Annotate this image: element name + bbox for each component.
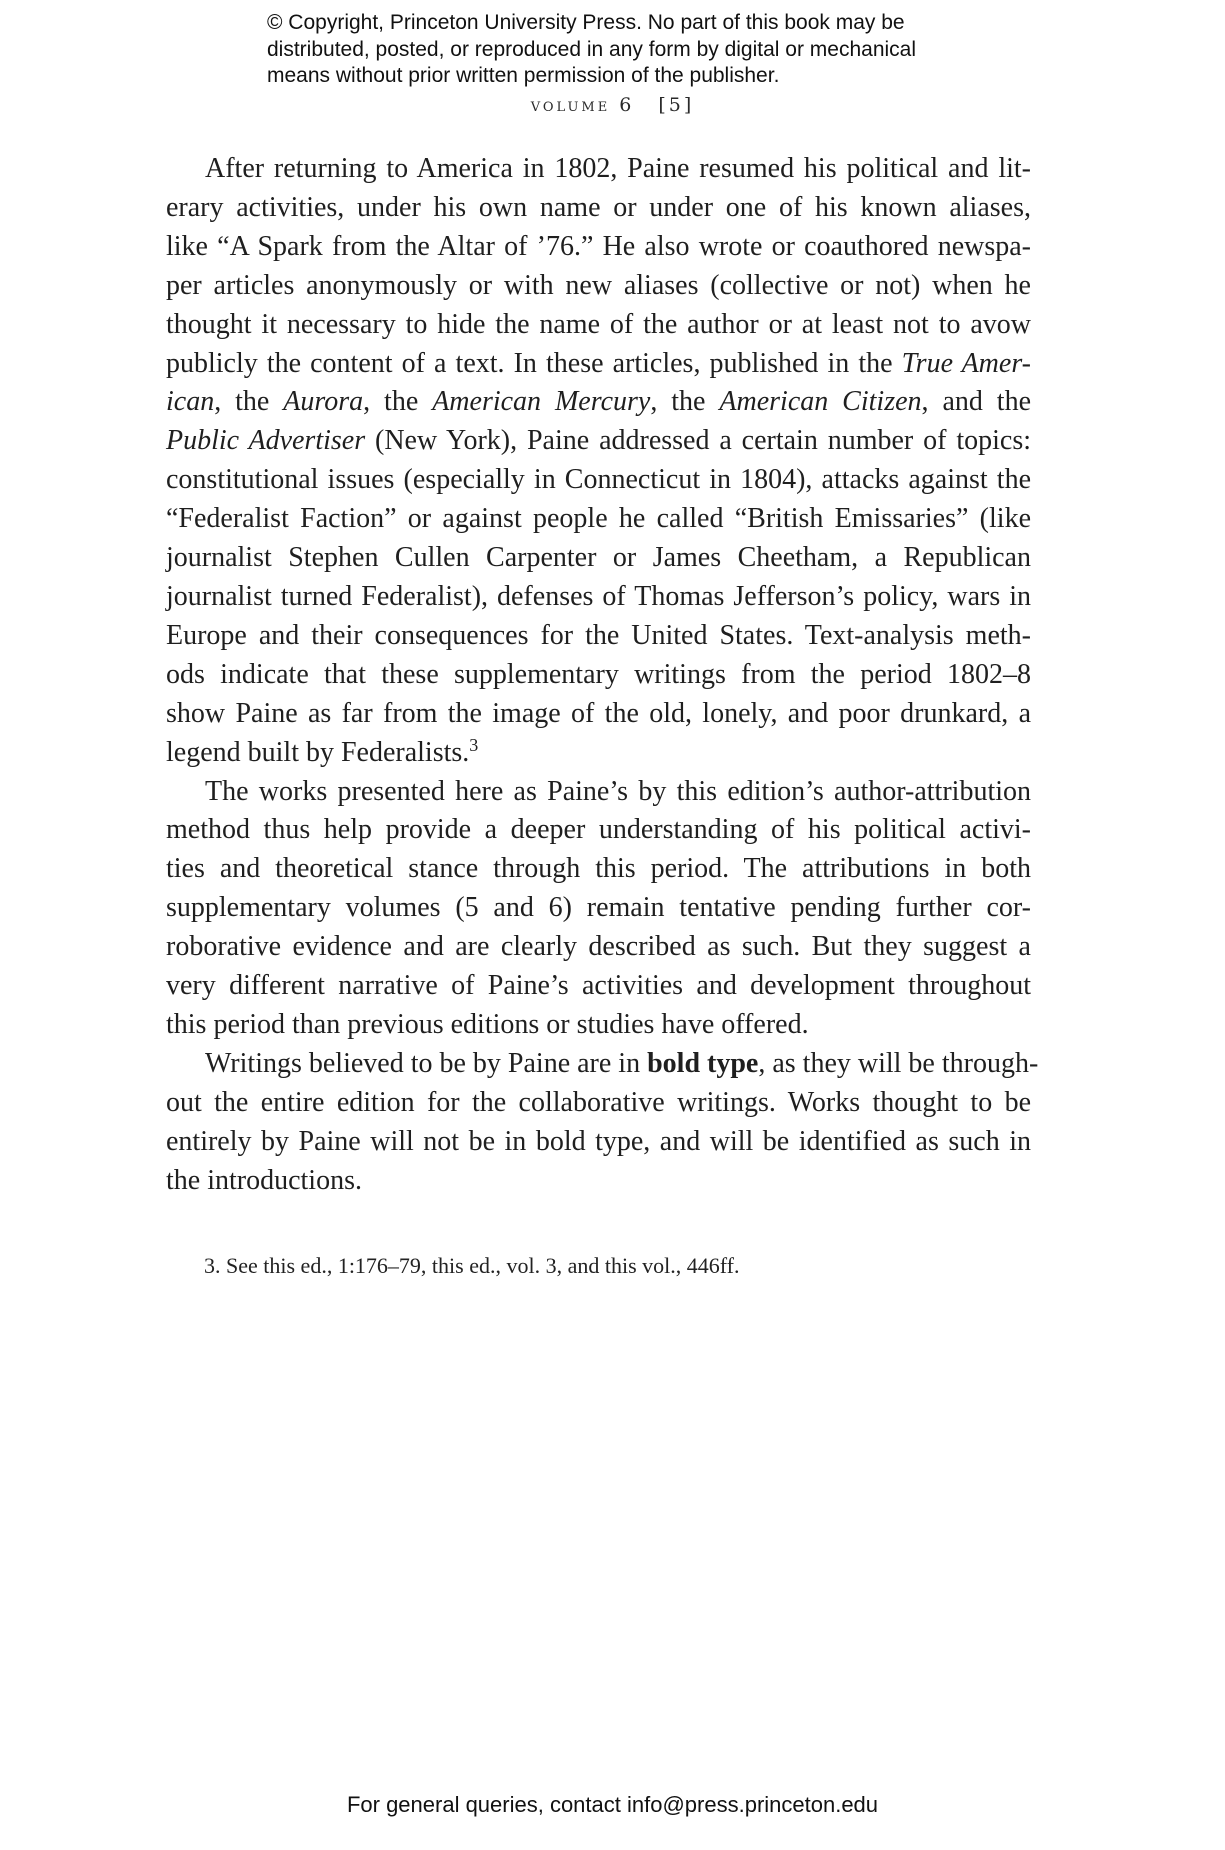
running-head [0,94,1225,116]
text-line: journalist Stephen Cullen Carpenter or James Cheetham, a Republican [166,542,1031,574]
text-line: The works presented here as Paine’s by this edition’s author-attribution [205,775,1031,807]
text-line: entirely by Paine will not be in bold type, and will be identified as such in [166,1125,1031,1157]
title-true-american: True Amer- [901,347,1031,379]
text-line [166,345,1031,384]
paragraph-1 [166,150,1031,773]
footnote: 3. See this ed., 1:176–79, this ed., vol. 3, and this vol., 446ff. [204,1253,740,1278]
running-head-volume: volume 6 [530,94,635,116]
text-line [166,1045,1039,1084]
text-run: Writings believed to be by Paine are in [205,1047,648,1079]
text-run: , the [363,386,433,418]
copyright-line: © Copyright, Princeton University Press. No part of this book may be [267,11,905,34]
copyright-line: distributed, posted, or reproduced in any form by digital or mechanical [267,37,917,61]
copyright-notice [267,10,1027,90]
text-line [166,734,1031,773]
text-line: journalist turned Federalist), defenses of Thomas Jefferson’s policy, wars in [166,580,1031,612]
title-public-advertiser: Public Advertiser [166,425,366,457]
footer-contact: For general queries, contact info@press.princeton.edu [346,1792,879,1817]
text-run: publicly the content of a text. In these articles, published in the [166,347,902,379]
title-american-mercury: American Mercury [432,386,651,418]
text-run: (New York), Paine addressed a certain number of topics: [365,425,1031,457]
text-line: After returning to America in 1802, Paine resumed his political and lit- [205,153,1031,184]
text-line [166,422,1031,461]
bold-type-label: bold type [647,1047,759,1079]
text-line: constitutional issues (especially in Connecticut in 1804), attacks against the [166,464,1031,496]
text-line: very different narrative of Paine’s activities and development throughout [166,970,1031,1002]
text-line: the introductions. [166,1164,362,1196]
text-run: , the [214,386,284,418]
text-run: , the [650,386,720,418]
text-line: erary activities, under his own name or under one of his known aliases, [166,191,1031,223]
text-line: out the entire edition for the collaborative writings. Works thought to be [166,1086,1031,1118]
text-line: thought it necessary to hide the name of the author or at least not to avow [166,308,1031,340]
text-line: like “A Spark from the Altar of ’76.” He also wrote or coauthored newspa- [166,230,1031,262]
text-line: per articles anonymously or with new aliases (collective or not) when he [166,269,1031,301]
text-line: supplementary volumes (5 and 6) remain tentative pending further cor- [166,892,1031,924]
text-line: show Paine as far from the image of the old, lonely, and poor drunkard, a [166,697,1031,729]
paragraph-2 [166,773,1031,1045]
text-line: “Federalist Faction” or against people he called “British Emissaries” (like [166,503,1031,535]
text-line: roborative evidence and are clearly described as such. But they suggest a [166,931,1031,963]
footnote-reference: 3 [469,734,479,755]
text-line: this period than previous editions or studies have offered. [166,1008,809,1040]
text-line: ods indicate that these supplementary writings from the period 1802–8 [166,658,1031,690]
title-american-citizen: American Citizen [719,386,922,418]
title-aurora: Aurora [283,386,364,418]
paragraph-3 [166,1045,1039,1201]
page-number: [5] [658,94,695,116]
text-run: , and the [921,386,1032,418]
text-run: legend built by Federalists. [166,736,470,768]
text-run: , as they will be through- [758,1047,1039,1079]
title-true-american-cont: ican [166,386,215,418]
text-line: ties and theoretical stance through this period. The attributions in both [166,853,1031,885]
text-line: Europe and their consequences for the United States. Text-analysis meth- [166,619,1031,651]
body-text [166,150,1039,1200]
text-line: method thus help provide a deeper understanding of his political activi- [166,814,1031,846]
text-line [166,383,1031,422]
copyright-line: means without prior written permission of the publisher. [267,64,780,87]
